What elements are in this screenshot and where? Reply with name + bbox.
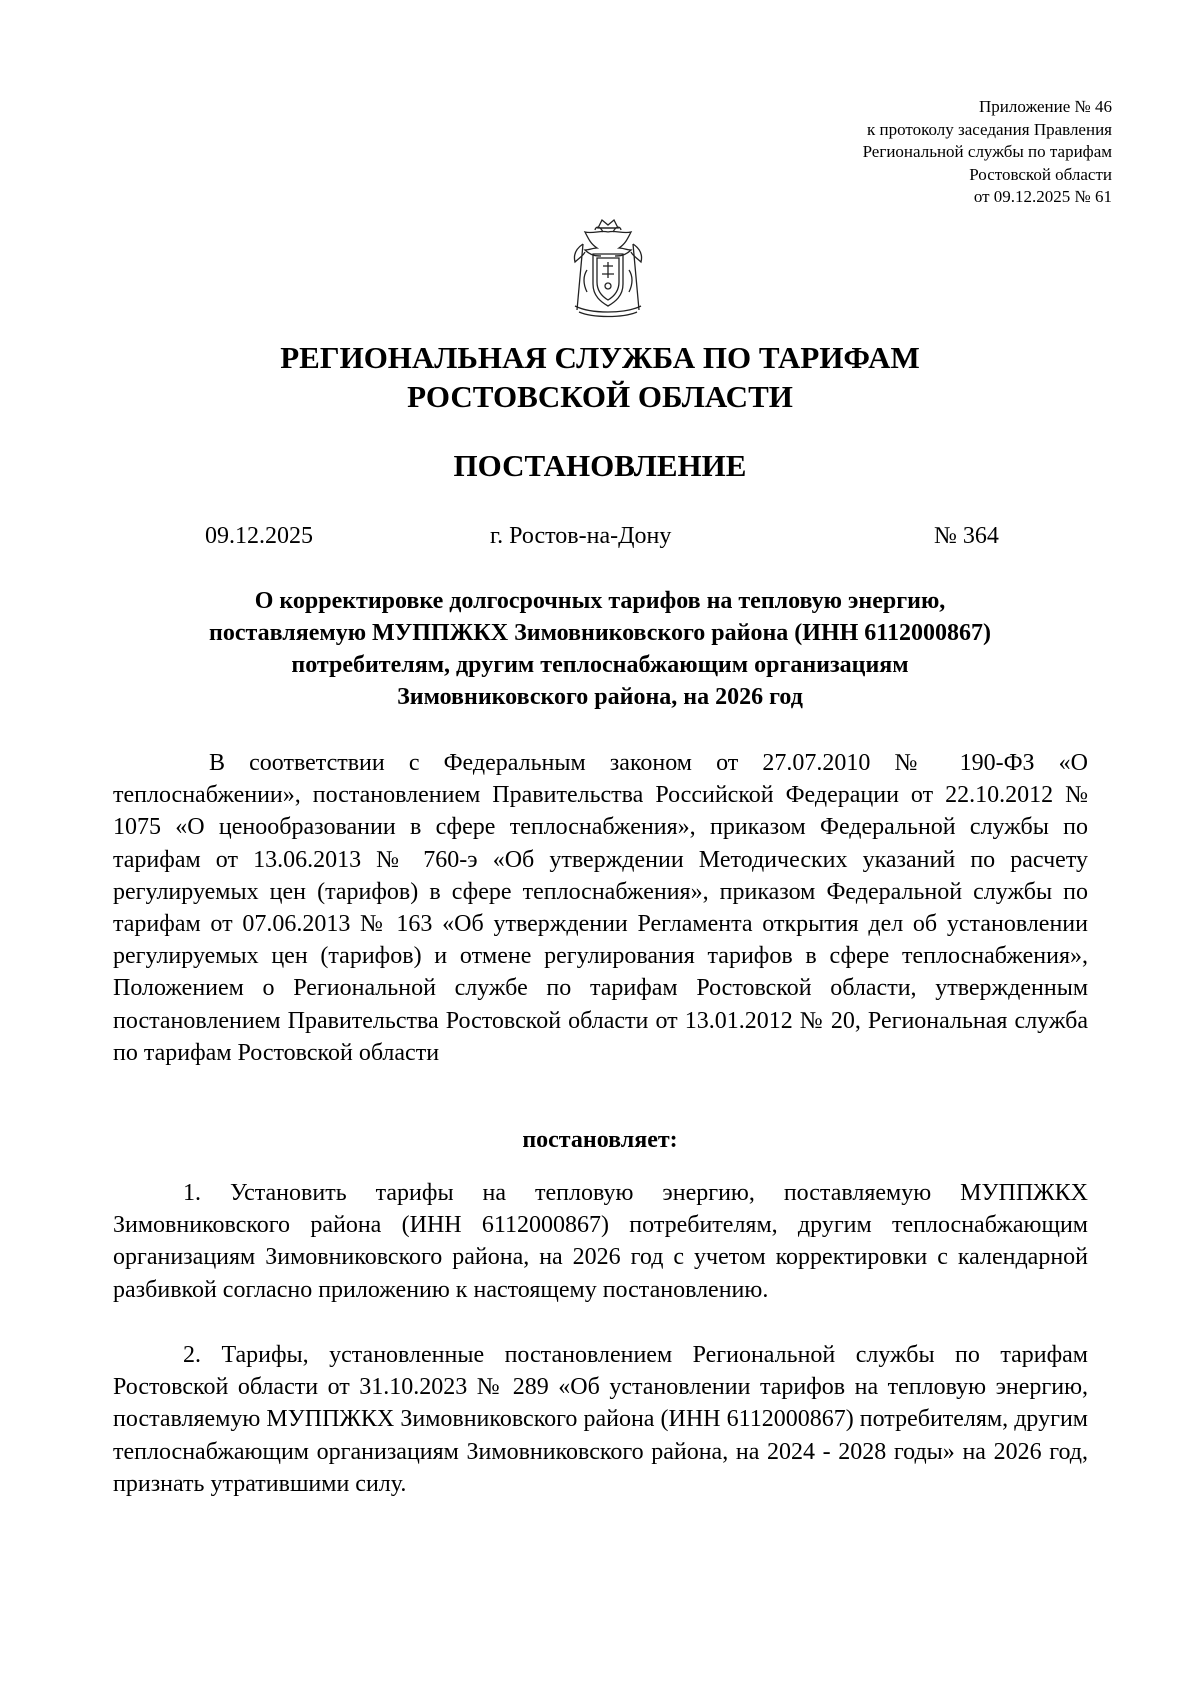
appendix-line: от 09.12.2025 № 61 <box>973 187 1112 206</box>
appendix-line: Региональной службы по тарифам <box>862 142 1112 161</box>
appendix-line: к протоколу заседания Правления <box>867 119 1112 139</box>
document-subject <box>110 585 1090 713</box>
decree-item-1: 1. Установить тарифы на тепловую энергию, поставляемую МУППЖКХ Зимовниковского района (ИНН 6112000867) потребителям, другим теплоснабжающим организациям Зимовниковского района, на 2026 год с учетом корректировки с календарной разбивкой согласно приложению к настоящему постановлению. <box>113 1180 1088 1303</box>
agency-title-line: РОСТОВСКОЙ ОБЛАСТИ <box>407 379 793 414</box>
document-number: № 364 <box>934 523 999 549</box>
document-type: ПОСТАНОВЛЕНИЕ <box>453 448 747 483</box>
coat-of-arms-icon <box>563 214 653 324</box>
preamble-paragraph: В соответствии с Федеральным законом от 27.07.2010 № 190-ФЗ «О теплоснабжении», постановлением Правительства Российской Федерации от 22.10.2012 № 1075 «О ценообразовании в сфере теплоснабжения», приказом Федеральной службы по тарифам от 13.06.2013 № 760-э «Об утверждении Методических указаний по расчету регулируемых цен (тарифов) в сфере теплоснабжения», приказом Федеральной службы по тарифам от 07.06.2013 № 163 «Об утверждении Регламента открытия дел об установлении регулируемых цен (тарифов) и отмене регулирования тарифов в сфере теплоснабжения», Положением о Региональной службе по тарифам Ростовской области, утвержденным постановлением Правительства Ростовской области от 13.01.2012 № 20, Региональная служба по тарифам Ростовской области <box>113 750 1088 1066</box>
agency-title <box>0 338 1200 416</box>
subject-line: Зимовниковского района, на 2026 год <box>397 684 803 710</box>
subject-line: поставляемую МУППЖКХ Зимовниковского района (ИНН 6112000867) <box>209 620 991 646</box>
appendix-line: Приложение № 46 <box>979 97 1112 116</box>
document-date: 09.12.2025 <box>205 523 313 549</box>
appendix-note <box>863 96 1112 209</box>
subject-line: потребителям, другим теплоснабжающим организациям <box>291 652 909 678</box>
subject-line: О корректировке долгосрочных тарифов на тепловую энергию, <box>254 588 946 614</box>
document-city: г. Ростов-на-Дону <box>490 523 672 549</box>
agency-title-line: РЕГИОНАЛЬНАЯ СЛУЖБА ПО ТАРИФАМ <box>280 340 920 375</box>
decree-word: постановляет: <box>522 1127 678 1153</box>
decree-item-2: 2. Тарифы, установленные постановлением Региональной службы по тарифам Ростовской области от 31.10.2023 № 289 «Об установлении тарифов на тепловую энергию, поставляемую МУППЖКХ Зимовниковского района (ИНН 6112000867) потребителям, другим теплоснабжающим организациям Зимовниковского района, на 2024 - 2028 годы» на 2026 год, признать утратившими силу. <box>113 1342 1088 1497</box>
appendix-line: Ростовской области <box>969 164 1112 184</box>
